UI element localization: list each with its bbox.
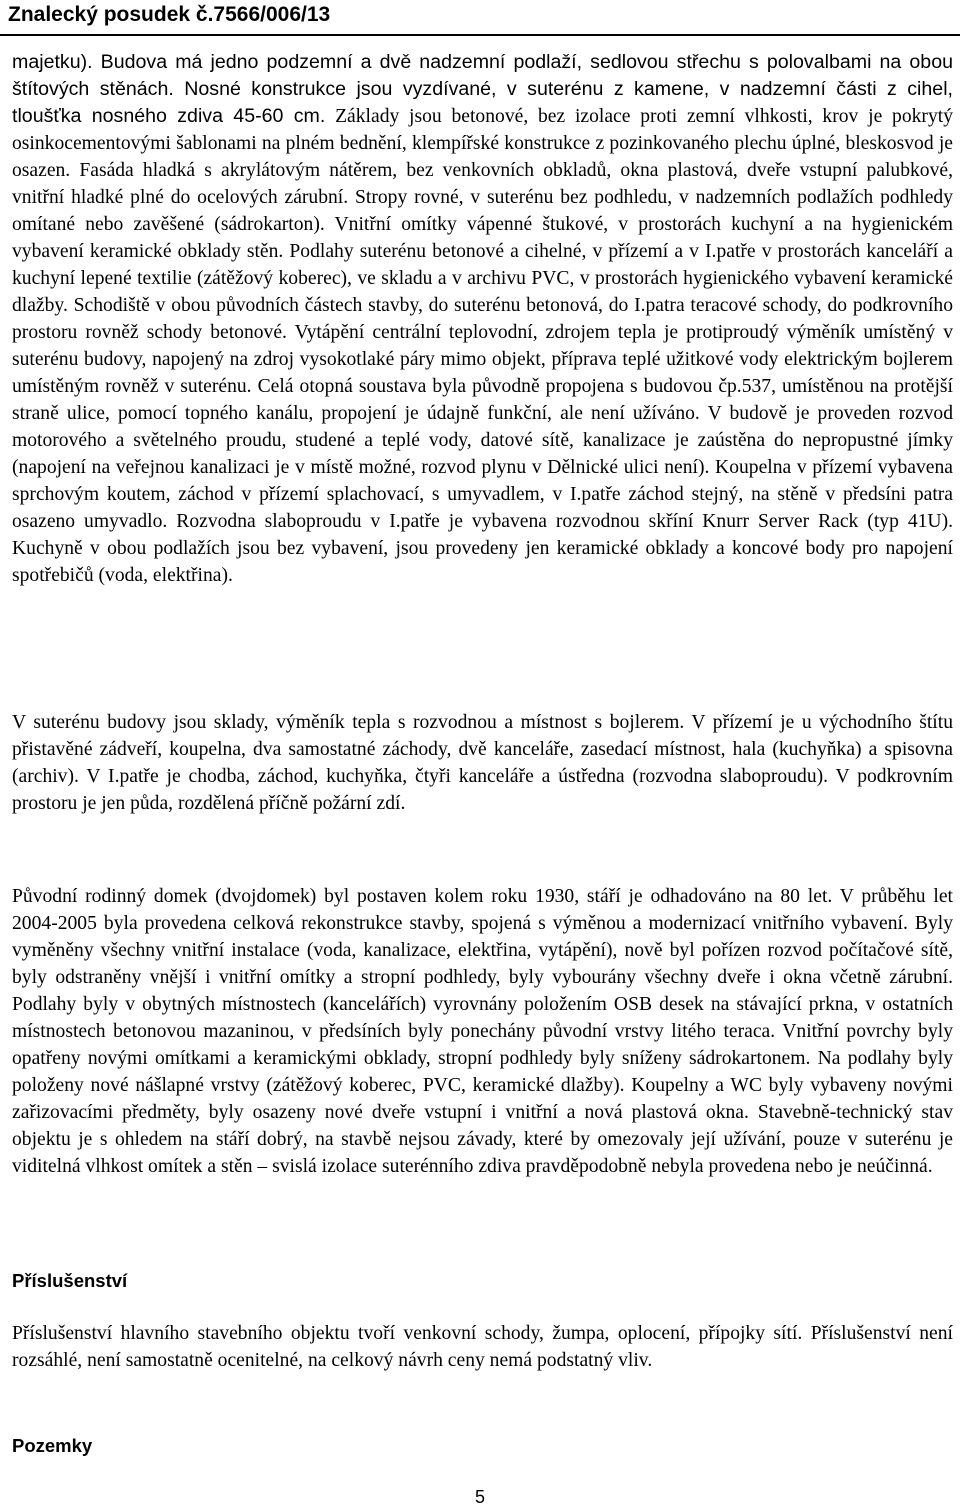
paragraph-accessories: Příslušenství hlavního stavebního objektu tvoří venkovní schody, žumpa, oplocení, přípojky sítí. Příslušenství není rozsáhlé, není samostatně ocenitelné, na celkový návrh ceny nemá podstatný vliv. (12, 1323, 953, 1371)
paragraph-building-description-part2: Základy jsou betonové, bez izolace proti zemní vlhkosti, krov je pokrytý osinkocementovými šablonami na plném bednění, klempířské konstrukce z pozinkovaného plechu úplné, bleskosvod je osazen. Fasáda hladká s akrylátovým nátěrem, bez venkovních obkladů, okna plastová, dveře vstupní palubkové, vnitřní hladké plné do ocelových zárubní. Stropy rovné, v suterénu bez podhledu, v nadzemních podlažích podhledy omítané nebo zavěšené (sádrokarton). (12, 106, 953, 235)
paragraph-history-condition: Původní rodinný domek (dvojdomek) byl postaven kolem roku 1930, stáří je odhadováno na 80 let. V průběhu let 2004-2005 byla provedena celková rekonstrukce stavby, spojená s výměnou a modernizací vnitřního vybavení. Byly vyměněny všechny vnitřní instalace (voda, kanalizace, elektřina, vytápění), nově byl pořízen rozvod počítačové sítě, byly odstraněny vnější i vnitřní omítky a stropní podhledy, byly vybourány všechny dveře i okna včetně zárubní. Podlahy byly v obytných místnostech (kancelářích) vyrovnány položením OSB desek na stávající prkna, v ostatních místnostech betonovou mazaninou, v předsíních byly ponechány původní vrstvy litého teraca. Vnitřní povrchy byly opatřeny novými omítkami a keramickými obklady, stropní podhledy byly sníženy sádrokartonem. Na podlahy byly položeny nové nášlapné vrstvy (zátěžový koberec, PVC, keramické dlažby). Koupelny a WC byly vybaveny novými zařizovacími předměty, byly osazeny nové dveře vstupní i vnitřní a nová plastová okna. Stavebně-technický stav objektu je s ohledem na stáří dobrý, na stavbě nejsou závady, které by omezovaly její užívání, pouze v suterénu je viditelná vlhkost omítek a stěn – svislá izolace suterénního zdiva pravděpodobně nebyla provedena nebo je neúčinná. (12, 886, 953, 1177)
paragraph-building-description (12, 49, 953, 589)
paragraph-building-description-part3: Vnitřní omítky vápenné štukové, v prostorách kuchyní a na hygienickém vybavení keramické obklady stěn. Podlahy suterénu betonové a cihelné, v přízemí a v I.patře v prostorách kanceláří a kuchyní lepené textilie (zátěžový koberec), ve skladu a v archivu PVC, v prostorách hygienického vybavení keramické dlažby. Schodiště v obou původních částech stavby, do suterénu betonová, do I.patra teracové schody, do podkrovního prostoru rovněž schody betonové. Vytápění centrální teplovodní, zdrojem tepla je protiproudý výměník umístěný v suterénu budovy, napojený na zdroj vysokotlaké páry mimo objekt, příprava teplé užitkové vody elektrickým bojlerem umístěným rovněž v suterénu. Celá otopná soustava byla původně propojena s budovou čp.537, umístěnou na protější straně ulice, pomocí topného kanálu, propojení je údajně funkční, ale není užíváno. V budově je proveden rozvod motorového a světelného proudu, studené a teplé vody, datové sítě, kanalizace je zaústěna do nepropustné jímky (napojení na veřejnou kanalizaci je v místě možné, rozvod plynu v Dělnické ulici není). Koupelna v přízemí vybavena sprchovým koutem, záchod v přízemí splachovací, s umyvadlem, v I.patře záchod stejný, na stěně v předsíni patra osazeno umyvadlo. Rozvodna slaboproudu v I.patře je vybavena rozvodnou skříní Knurr Server Rack (typ 41U). Kuchyně v obou podlažích jsou bez vybavení, jsou provedeny jen keramické obklady a koncové body pro napojení spotřebičů (voda, elektřina). (12, 214, 953, 586)
section-heading-accessories: Příslušenství (12, 1270, 128, 1291)
document-header-title: Znalecký posudek č.7566/006/13 (8, 3, 331, 26)
header-divider (0, 34, 960, 36)
page-number: 5 (474, 1487, 485, 1507)
paragraph-room-layout: V suterénu budovy jsou sklady, výměník tepla s rozvodnou a místnost s bojlerem. V přízemí je u východního štítu přistavěné zádveří, koupelna, dva samostatné záchody, dvě kanceláře, zasedací místnost, hala (kuchyňka) a spisovna (archiv). V I.patře je chodba, záchod, kuchyňka, čtyři kanceláře a ústředna (rozvodna slaboproudu). V podkrovním prostoru je jen půda, rozdělená příčně požární zdí. (12, 712, 953, 814)
paragraph-building-description-part1: majetku). Budova má jedno podzemní a dvě nadzemní podlaží, sedlovou střechu s polovalbami na obou štítových stěnách. Nosné konstrukce jsou vyzdívané, v suterénu z kamene, v nadzemní části z cihel, tloušťka nosného zdiva 45-60 cm. (12, 51, 953, 127)
section-heading-land: Pozemky (12, 1435, 93, 1456)
